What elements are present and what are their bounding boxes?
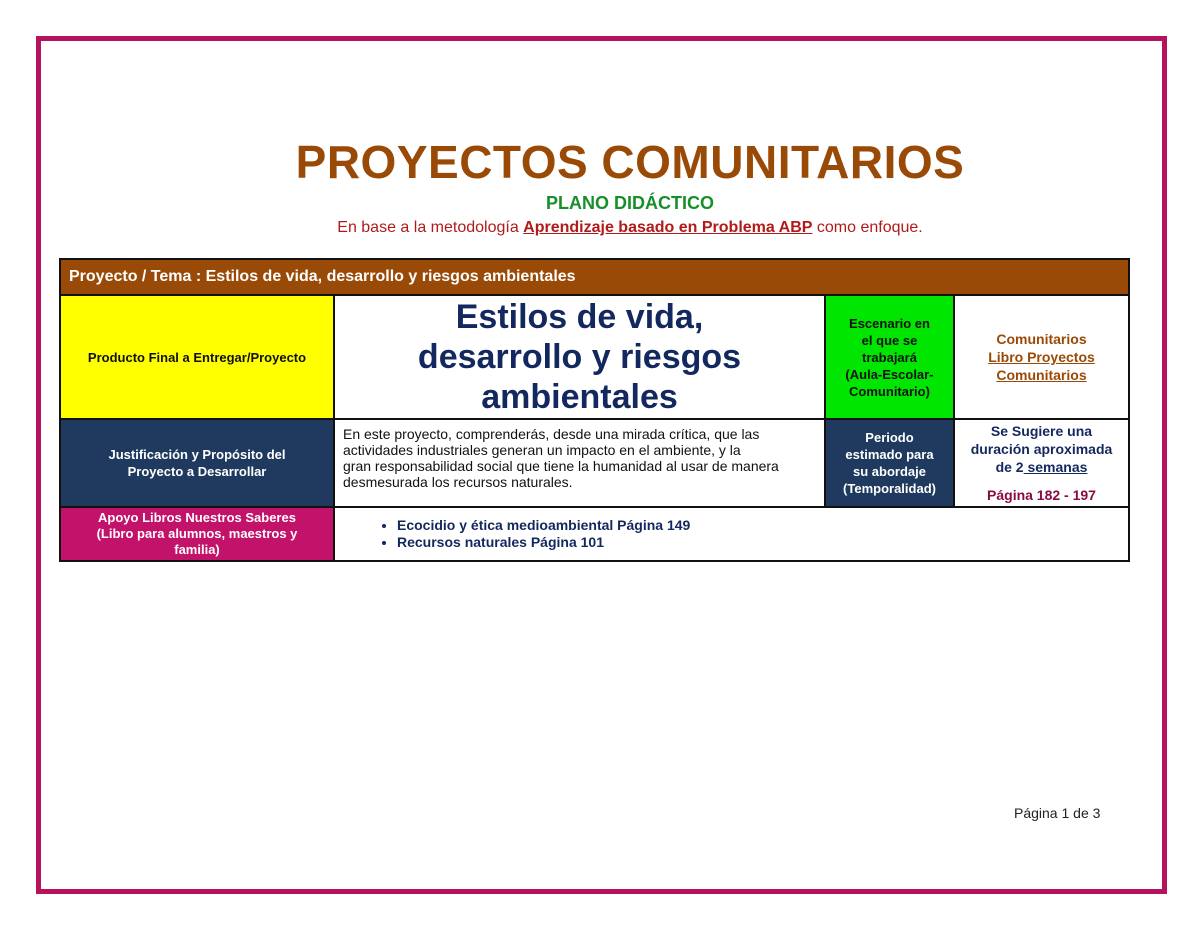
- support-label-line: familia): [174, 542, 220, 557]
- duration-line: [955, 458, 1128, 476]
- period-line: su abordaje: [853, 464, 926, 479]
- abp-link[interactable]: Aprendizaje basado en Problema ABP: [523, 219, 813, 236]
- scenario-line: (Aula-Escolar-: [845, 366, 934, 382]
- duration-line: Se Sugiere una: [990, 423, 1093, 439]
- community-title: Comunitarios: [996, 331, 1087, 347]
- intro-after: como enfoque.: [812, 219, 923, 236]
- intro-line: [0, 219, 1200, 237]
- community-cell: [954, 295, 1129, 419]
- duration-prefix: de 2: [995, 459, 1024, 475]
- community-book-link[interactable]: Libro Proyectos: [988, 349, 1095, 365]
- community-book-link[interactable]: Comunitarios: [996, 367, 1087, 383]
- scenario-line: Comunitario): [849, 383, 930, 399]
- justification-line: actividades industriales generan un impacto en el ambiente, y la: [343, 442, 741, 458]
- period-line: Periodo: [865, 430, 914, 445]
- duration-pages: Página 182 - 197: [987, 487, 1096, 503]
- justification-label-line: Proyecto a Desarrollar: [127, 464, 267, 479]
- plan-table: [59, 258, 1130, 562]
- big-title-line: Estilos de vida,: [455, 298, 704, 336]
- support-books-list: [334, 507, 1129, 561]
- support-books-label: [60, 507, 334, 561]
- big-title-line: desarrollo y riesgos: [417, 338, 742, 376]
- page-number: Página 1 de 3: [1014, 805, 1101, 821]
- final-product-label: Producto Final a Entregar/Proyecto: [60, 295, 334, 419]
- list-item: • Recursos naturales Página 101: [397, 534, 1128, 551]
- duration-line: duración aproximada: [970, 441, 1113, 457]
- project-big-title: [334, 295, 825, 419]
- scenario-line: Escenario en: [849, 315, 930, 331]
- scenario-line: el que se: [861, 332, 918, 348]
- justification-line: En este proyecto, comprenderás, desde una mirada crítica, que las: [343, 426, 760, 442]
- justification-line: gran responsabilidad social que tiene la humanidad al usar de manera: [343, 458, 779, 474]
- scenario-line: trabajará: [862, 349, 917, 365]
- support-label-line: (Libro para alumnos, maestros y: [96, 526, 298, 541]
- page-subtitle: PLANO DIDÁCTICO: [546, 193, 714, 213]
- support-label-line: Apoyo Libros Nuestros Saberes: [98, 510, 296, 525]
- list-item: • Ecocidio y ética medioambiental Página 149: [397, 517, 1128, 534]
- justification-label-line: Justificación y Propósito del: [108, 447, 286, 462]
- period-line: (Temporalidad): [843, 481, 936, 496]
- intro-before: En base a la metodología: [337, 219, 524, 236]
- justification-line: desmesurada los recursos naturales.: [343, 474, 573, 490]
- duration-cell: [954, 419, 1129, 507]
- justification-text: [334, 419, 825, 507]
- period-line: estimado para: [845, 447, 934, 462]
- project-theme-header: Proyecto / Tema : Estilos de vida, desarrollo y riesgos ambientales: [60, 259, 1129, 295]
- justification-label: [60, 419, 334, 507]
- duration-weeks: semanas: [1023, 459, 1088, 475]
- period-label: [825, 419, 954, 507]
- page-title: PROYECTOS COMUNITARIOS: [295, 136, 965, 188]
- scenario-cell: [825, 295, 954, 419]
- big-title-line: ambientales: [481, 378, 678, 416]
